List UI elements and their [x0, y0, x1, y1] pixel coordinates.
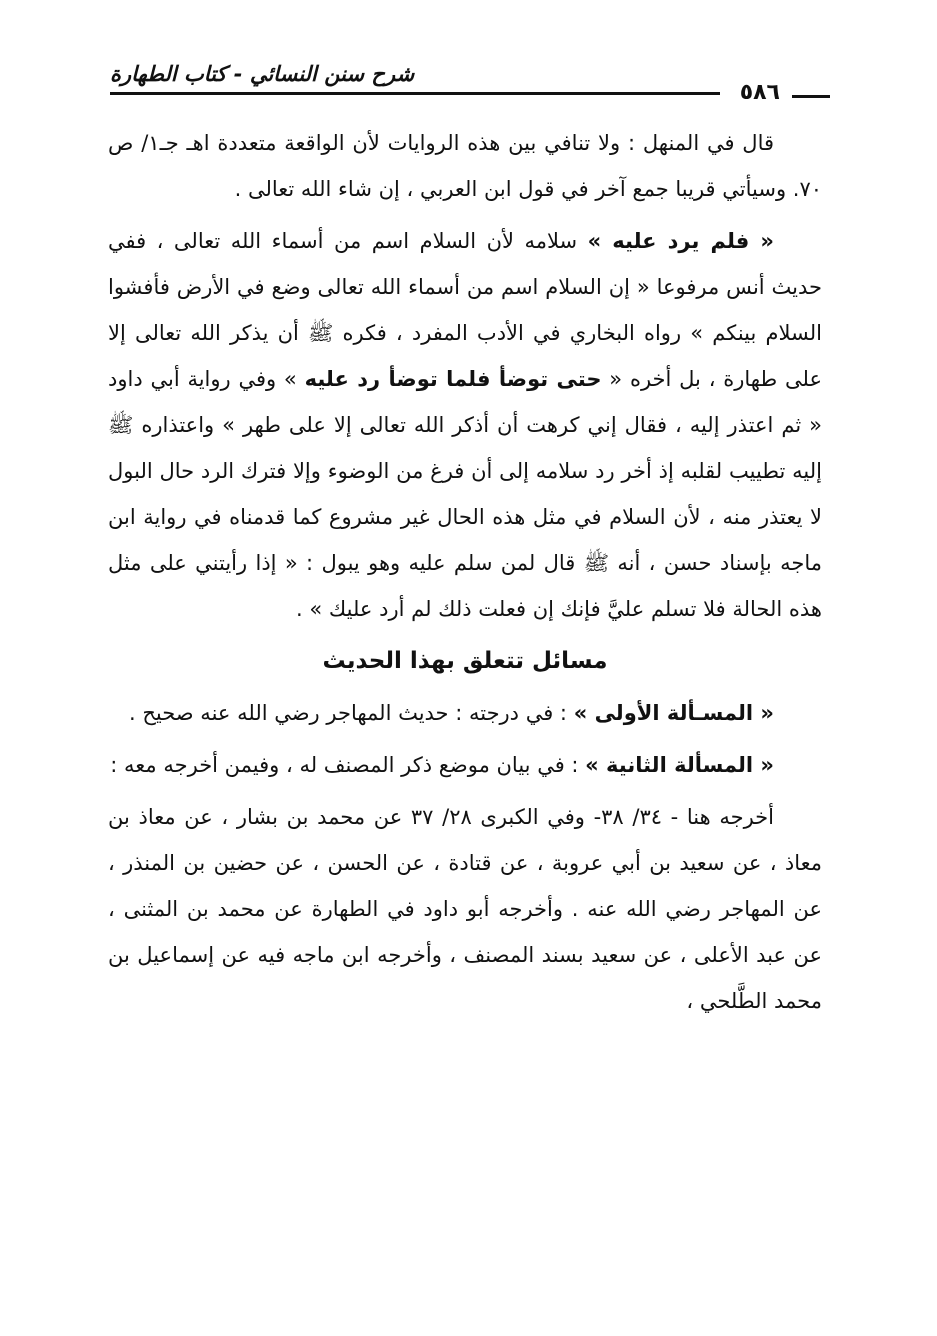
- issue-second: [108, 742, 822, 788]
- paragraph-salam-explanation: [108, 218, 822, 632]
- paragraph-text: » وفي رواية أبي داود « ثم اعتذر إليه ، فقال إني كرهت أن أذكر الله تعالى إلا على طهر » واعتذاره ﷺ إليه تطييب لقلبه إذ أخر رد سلامه إلى أن فرغ من الوضوء وإلا فترك الرد حال البول لا يعتذر منه ، لأن السلام في مثل هذه الحال غير مشروع كما قدمناه في رواية ابن ماجه بإسناد حسن ، أنه ﷺ قال لمن سلم عليه وهو يبول : « إذا رأيتني على مثل هذه الحالة فلا تسلم عليَّ فإنك إن فعلت ذلك لم أرد عليك » .: [108, 367, 822, 621]
- paragraph-text: أخرجه هنا - ٣٤/ ٣٨- وفي الكبرى ٢٨/ ٣٧ عن محمد بن بشار ، عن معاذ بن معاذ ، عن سعيد بن أبي عروبة ، عن قتادة ، عن الحسن ، عن حضين بن المنذر ، عن المهاجر رضي الله عنه . وأخرجه أبو داود في الطهارة عن محمد بن المثنى ، عن عبد الأعلى ، عن سعيد بسند المصنف ، وأخرجه ابن ماجه فيه عن إسماعيل بن محمد الطَّلحي ،: [108, 805, 822, 1013]
- running-header: [110, 62, 830, 112]
- issue-first: [108, 690, 822, 736]
- header-rule: [110, 92, 720, 95]
- issue-label: « المسألة الثانية »: [585, 753, 774, 777]
- paragraph-text: قال في المنهل : ولا تنافي بين هذه الروايات لأن الواقعة متعددة اهـ جـ١/ ص ٧٠. وسيأتي قريبا جمع آخر في قول ابن العربي ، إن شاء الله تعالى .: [108, 131, 822, 201]
- quoted-phrase: حتى توضأ فلما توضأ رد عليه: [304, 367, 602, 391]
- body-text: [108, 120, 822, 1024]
- paragraph-takhrij: [108, 794, 822, 1024]
- page-number-dash: [792, 95, 830, 98]
- section-heading: مسائل تتعلق بهذا الحديث: [322, 648, 608, 674]
- issue-text: : في درجته : حديث المهاجر رضي الله عنه صحيح .: [129, 701, 574, 725]
- paragraph-text: سلامه لأن السلام اسم من أسماء الله تعالى ، ففي حديث أنس مرفوعا « إن السلام اسم من أسماء الله تعالى وضع في الأرض فأفشوا السلام بينكم » رواه البخاري في الأدب المفرد ، فكره ﷺ أن يذكر الله تعالى إلا على طهارة ، بل أخره «: [108, 229, 822, 391]
- header-title: شرح سنن النسائي - كتاب الطهارة: [110, 62, 415, 86]
- issue-text: : في بيان موضع ذكر المصنف له ، وفيمن أخرجه معه :: [110, 753, 586, 777]
- page-number: ٥٨٦: [739, 80, 780, 105]
- quoted-phrase: « فلم يرد عليه »: [587, 229, 774, 253]
- paragraph-manhal-quote: [108, 120, 822, 212]
- issue-label: « المسـألة الأولى »: [573, 701, 774, 725]
